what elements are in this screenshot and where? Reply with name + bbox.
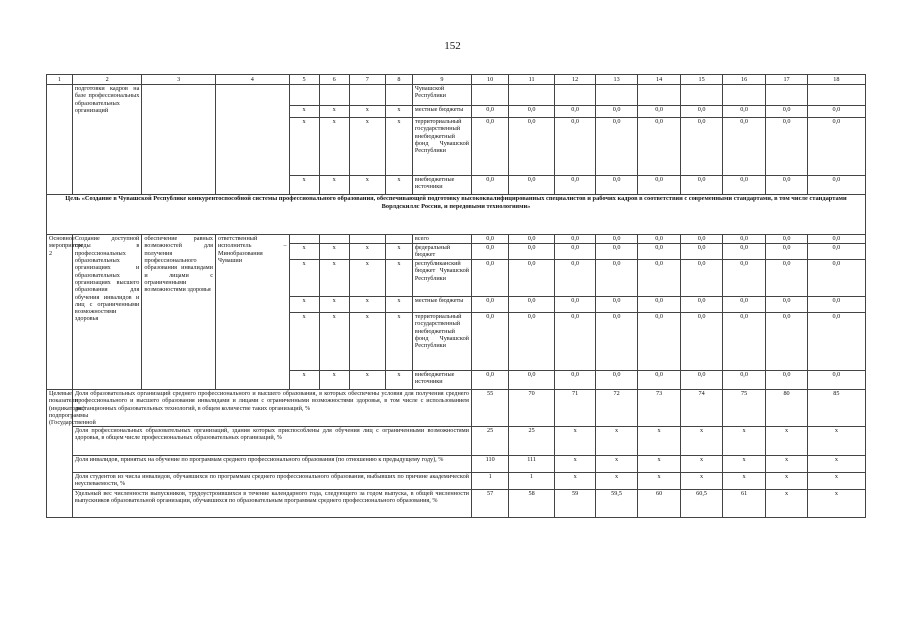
cell-mark: x <box>319 244 349 260</box>
cell-mark: x <box>385 371 412 390</box>
cell-value: 0,0 <box>509 118 555 176</box>
cell-value: 0,0 <box>471 260 508 297</box>
cell-mark <box>385 85 412 106</box>
cell-value: 0,0 <box>766 176 807 195</box>
indicator-text: Удельный вес численности выпускников, трудоустроившихся в течение календарного года, следующего за годом выпуска, в общей численности выпускников образовательной организации, обучавшихся по образовательным программам среднего профессионального образования, % <box>72 490 471 518</box>
indicator-value: x <box>681 473 722 490</box>
cell-funding-source: республиканский бюджет Чувашской Республики <box>412 260 471 297</box>
cell-value: 0,0 <box>596 118 637 176</box>
column-number: 4 <box>215 75 289 85</box>
indicator-value: 70 <box>509 390 555 427</box>
column-number: 8 <box>385 75 412 85</box>
cell-value: 0,0 <box>637 244 681 260</box>
cell-value: 0,0 <box>681 244 722 260</box>
indicator-value: x <box>596 473 637 490</box>
indicator-value: x <box>596 456 637 473</box>
cell-mark: x <box>385 297 412 313</box>
indicator-value: 55 <box>471 390 508 427</box>
column-number: 16 <box>722 75 766 85</box>
cell-mark: x <box>289 371 319 390</box>
indicator-value: x <box>722 473 766 490</box>
cell-mark: x <box>289 260 319 297</box>
cell-value: 0,0 <box>637 297 681 313</box>
cell-mark <box>289 85 319 106</box>
cell-value: 0,0 <box>596 260 637 297</box>
cell-mark: x <box>349 118 385 176</box>
column-number: 11 <box>509 75 555 85</box>
cell-mark: x <box>349 260 385 297</box>
cell-mark: x <box>289 297 319 313</box>
cell-value: 0,0 <box>681 118 722 176</box>
indicator-value: 74 <box>681 390 722 427</box>
cell-value: 0,0 <box>637 106 681 118</box>
cell-mark: x <box>385 244 412 260</box>
cell-value: 0,0 <box>637 118 681 176</box>
column-number: 1 <box>47 75 73 85</box>
cell-col4: ответственный исполнитель – Минобразования Чувашии <box>215 235 289 390</box>
cell-value: 0,0 <box>807 176 865 195</box>
cell-mark: x <box>349 176 385 195</box>
indicator-value: x <box>722 456 766 473</box>
cell-value: 0,0 <box>766 313 807 371</box>
cell-value: 0,0 <box>807 118 865 176</box>
indicator-value: x <box>596 427 637 456</box>
cell-value: 0,0 <box>554 371 595 390</box>
indicator-text: Доля студентов из числа инвалидов, обучавшихся по программам среднего профессионального образования, выбывших по причине академической неуспеваемости, % <box>72 473 471 490</box>
cell-value: 0,0 <box>596 297 637 313</box>
cell-value: 0,0 <box>766 118 807 176</box>
cell-value: 0,0 <box>471 235 508 244</box>
indicator-value: x <box>807 490 865 518</box>
cell-mark: x <box>319 371 349 390</box>
indicator-value: x <box>554 427 595 456</box>
cell-col1 <box>47 85 73 195</box>
cell-value: 0,0 <box>681 235 722 244</box>
indicator-value: 110 <box>471 456 508 473</box>
cell-value: 0,0 <box>471 297 508 313</box>
cell-col1: Основное мероприятие 2 <box>47 235 73 390</box>
cell-value: 0,0 <box>722 313 766 371</box>
indicator-value: x <box>807 456 865 473</box>
cell-value: 0,0 <box>722 244 766 260</box>
cell-col3: обеспечение равных возможностей для получения профессионального образования инвалидами и лицами с ограниченными возможностями здоровья <box>142 235 216 390</box>
indicator-row <box>47 473 866 490</box>
indicator-value: 60,5 <box>681 490 722 518</box>
cell-value: 0,0 <box>766 260 807 297</box>
cell-value: 0,0 <box>471 176 508 195</box>
cell-mark: x <box>385 260 412 297</box>
cell-value: 0,0 <box>596 106 637 118</box>
cell-value: 0,0 <box>766 371 807 390</box>
cell-value: 0,0 <box>637 235 681 244</box>
indicator-value: 75 <box>722 390 766 427</box>
cell-mark: x <box>289 244 319 260</box>
column-number: 3 <box>142 75 216 85</box>
cell-value: 0,0 <box>509 235 555 244</box>
cell-value: 0,0 <box>509 297 555 313</box>
cell-value: 0,0 <box>681 176 722 195</box>
cell-mark: x <box>319 106 349 118</box>
cell-mark: x <box>319 313 349 371</box>
cell-value: 0,0 <box>766 244 807 260</box>
indicator-value: x <box>722 427 766 456</box>
column-number: 14 <box>637 75 681 85</box>
indicator-value: x <box>554 456 595 473</box>
indicator-value: 57 <box>471 490 508 518</box>
cell-value: 0,0 <box>807 106 865 118</box>
indicators-label: Целевые показатели (индикаторы) подпрограммы (Государственной <box>47 390 73 518</box>
cell-value: 0,0 <box>596 371 637 390</box>
indicator-text: Доля инвалидов, принятых на обучение по программам среднего профессионального образования (по отношению к предыдущему году), % <box>72 456 471 473</box>
indicator-value: x <box>766 456 807 473</box>
cell-value: 0,0 <box>681 371 722 390</box>
column-number: 10 <box>471 75 508 85</box>
cell-col2: подготовки кадров на базе профессиональных образовательных организаций <box>72 85 141 195</box>
cell-value <box>722 85 766 106</box>
cell-value: 0,0 <box>637 313 681 371</box>
cell-value: 0,0 <box>722 106 766 118</box>
cell-value: 0,0 <box>554 176 595 195</box>
indicator-value: x <box>766 473 807 490</box>
cell-value: 0,0 <box>722 371 766 390</box>
cell-mark <box>319 85 349 106</box>
indicator-value: 1 <box>509 473 555 490</box>
cell-value: 0,0 <box>596 176 637 195</box>
cell-funding-source: территориальный государственный внебюджетный фонд Чувашской Республики <box>412 313 471 371</box>
cell-mark: x <box>289 176 319 195</box>
table-row <box>47 235 866 244</box>
cell-value: 0,0 <box>807 313 865 371</box>
cell-value <box>509 85 555 106</box>
cell-value: 0,0 <box>722 176 766 195</box>
indicator-value: x <box>637 456 681 473</box>
indicator-value: 71 <box>554 390 595 427</box>
goal-heading: Цель «Создание в Чувашской Республике конкурентоспособной системы профессионального образования, обеспечивающей подготовку высококвалифицированных специалистов и рабочих кадров в соответствии с современными стандартами, в том числе стандартами Ворлдскиллс Россия, и передовыми технологиями» <box>47 195 866 235</box>
cell-funding-source: федеральный бюджет <box>412 244 471 260</box>
cell-col4 <box>215 85 289 195</box>
cell-value: 0,0 <box>681 106 722 118</box>
indicator-value: 72 <box>596 390 637 427</box>
cell-value: 0,0 <box>637 176 681 195</box>
cell-value: 0,0 <box>509 106 555 118</box>
indicator-value: 58 <box>509 490 555 518</box>
cell-value: 0,0 <box>637 371 681 390</box>
column-number: 13 <box>596 75 637 85</box>
cell-mark <box>289 235 319 244</box>
table-row <box>47 85 866 106</box>
cell-value: 0,0 <box>807 297 865 313</box>
cell-value: 0,0 <box>807 260 865 297</box>
indicator-value: x <box>637 473 681 490</box>
indicator-value: 61 <box>722 490 766 518</box>
cell-mark: x <box>349 313 385 371</box>
cell-funding-source: местные бюджеты <box>412 106 471 118</box>
header-row <box>47 75 866 85</box>
indicator-value: x <box>554 473 595 490</box>
indicator-value: x <box>807 427 865 456</box>
indicator-row <box>47 490 866 518</box>
cell-funding-source: территориальный государственный внебюджетный фонд Чувашской Республики <box>412 118 471 176</box>
cell-value: 0,0 <box>722 235 766 244</box>
indicator-value: x <box>807 473 865 490</box>
cell-mark: x <box>319 118 349 176</box>
cell-mark: x <box>385 176 412 195</box>
cell-value: 0,0 <box>722 118 766 176</box>
cell-value <box>471 85 508 106</box>
indicator-row <box>47 390 866 427</box>
goal-row <box>47 195 866 235</box>
cell-value: 0,0 <box>509 371 555 390</box>
cell-mark <box>319 235 349 244</box>
cell-value: 0,0 <box>554 118 595 176</box>
cell-value: 0,0 <box>681 313 722 371</box>
cell-mark: x <box>349 297 385 313</box>
indicator-value: 60 <box>637 490 681 518</box>
cell-value <box>766 85 807 106</box>
column-number: 2 <box>72 75 141 85</box>
cell-value: 0,0 <box>471 106 508 118</box>
cell-value: 0,0 <box>596 235 637 244</box>
cell-value: 0,0 <box>766 297 807 313</box>
column-number: 7 <box>349 75 385 85</box>
cell-value: 0,0 <box>766 235 807 244</box>
cell-value: 0,0 <box>637 260 681 297</box>
indicator-row <box>47 456 866 473</box>
cell-value <box>554 85 595 106</box>
cell-value: 0,0 <box>681 297 722 313</box>
cell-value <box>596 85 637 106</box>
cell-funding-source: всего <box>412 235 471 244</box>
cell-value: 0,0 <box>596 313 637 371</box>
cell-value: 0,0 <box>554 235 595 244</box>
indicator-value: 73 <box>637 390 681 427</box>
cell-value: 0,0 <box>471 118 508 176</box>
cell-mark: x <box>289 106 319 118</box>
column-number: 9 <box>412 75 471 85</box>
cell-mark: x <box>385 106 412 118</box>
cell-col2: Создание доступной среды в профессиональных образовательных организациях и образовательных организациях высшего образования для обучения инвалидов и лиц с ограниченными возможностями здоровья <box>72 235 141 390</box>
column-number: 17 <box>766 75 807 85</box>
cell-value: 0,0 <box>471 371 508 390</box>
cell-value: 0,0 <box>766 106 807 118</box>
cell-funding-source: внебюджетные источники <box>412 176 471 195</box>
cell-mark <box>349 235 385 244</box>
cell-mark: x <box>349 371 385 390</box>
cell-value: 0,0 <box>509 244 555 260</box>
cell-value: 0,0 <box>681 260 722 297</box>
cell-mark: x <box>289 118 319 176</box>
column-number: 6 <box>319 75 349 85</box>
indicator-text: Доля образовательных организаций среднего профессионального и высшего образования, в которых обеспечены условия для получения среднего профессионального и высшего образования инвалидами и лицами с ограниченными возможностями здоровья, в том числе с использованием дистанционных образовательных технологий, в общем количестве таких организаций, % <box>72 390 471 427</box>
cell-funding-source: Чувашской Республики <box>412 85 471 106</box>
program-table <box>46 74 866 518</box>
indicator-value: 85 <box>807 390 865 427</box>
cell-funding-source: местные бюджеты <box>412 297 471 313</box>
indicator-value: 111 <box>509 456 555 473</box>
indicator-value: x <box>637 427 681 456</box>
cell-mark: x <box>349 244 385 260</box>
cell-col3 <box>142 85 216 195</box>
cell-value <box>637 85 681 106</box>
indicator-value: x <box>766 490 807 518</box>
cell-value: 0,0 <box>807 235 865 244</box>
cell-mark: x <box>385 118 412 176</box>
cell-value: 0,0 <box>509 313 555 371</box>
indicator-value: 59 <box>554 490 595 518</box>
cell-value: 0,0 <box>509 176 555 195</box>
cell-value: 0,0 <box>471 244 508 260</box>
indicator-value: x <box>681 456 722 473</box>
cell-value: 0,0 <box>807 244 865 260</box>
indicator-value: 80 <box>766 390 807 427</box>
cell-value <box>807 85 865 106</box>
indicator-value: x <box>766 427 807 456</box>
column-number: 12 <box>554 75 595 85</box>
cell-mark: x <box>385 313 412 371</box>
cell-value: 0,0 <box>722 260 766 297</box>
cell-mark: x <box>319 176 349 195</box>
cell-value: 0,0 <box>807 371 865 390</box>
cell-value: 0,0 <box>509 260 555 297</box>
page-number: 152 <box>444 40 461 52</box>
cell-value: 0,0 <box>554 244 595 260</box>
cell-value: 0,0 <box>554 106 595 118</box>
cell-value: 0,0 <box>554 260 595 297</box>
cell-value <box>681 85 722 106</box>
indicator-value: 25 <box>471 427 508 456</box>
cell-value: 0,0 <box>722 297 766 313</box>
column-number: 5 <box>289 75 319 85</box>
cell-mark: x <box>289 313 319 371</box>
cell-value: 0,0 <box>554 313 595 371</box>
cell-value: 0,0 <box>471 313 508 371</box>
cell-mark <box>385 235 412 244</box>
table-body <box>47 75 866 518</box>
column-number: 18 <box>807 75 865 85</box>
cell-mark <box>349 85 385 106</box>
indicator-text: Доля профессиональных образовательных организаций, здания которых приспособлены для обучения лиц с ограниченными возможностями здоровья, в общем числе профессиональных образовательных организаций, % <box>72 427 471 456</box>
cell-value: 0,0 <box>554 297 595 313</box>
cell-value: 0,0 <box>596 244 637 260</box>
indicator-value: 25 <box>509 427 555 456</box>
cell-mark: x <box>319 260 349 297</box>
indicator-value: 1 <box>471 473 508 490</box>
indicator-row <box>47 427 866 456</box>
column-number: 15 <box>681 75 722 85</box>
indicator-value: x <box>681 427 722 456</box>
cell-mark: x <box>319 297 349 313</box>
cell-mark: x <box>349 106 385 118</box>
cell-funding-source: внебюджетные источники <box>412 371 471 390</box>
indicator-value: 59,5 <box>596 490 637 518</box>
